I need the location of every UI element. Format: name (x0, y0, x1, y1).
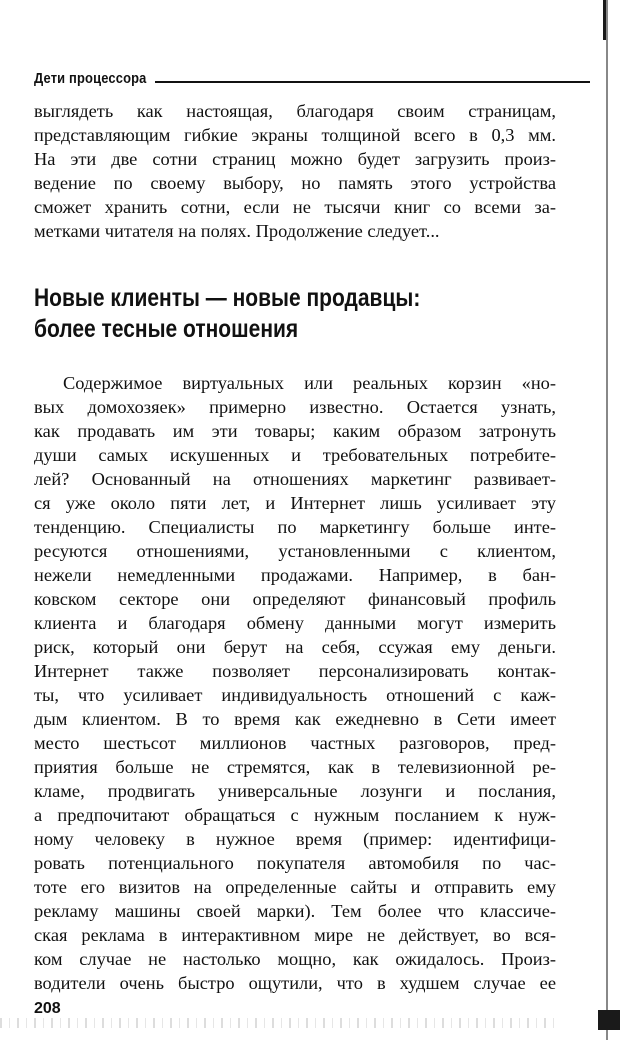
text-line: рекламу машины своей марки). Тем более что классиче- (34, 901, 556, 921)
text-line: ская реклама в интерактивном мире не действует, во вся- (34, 925, 556, 945)
text-line: вых домохозяек» примерно известно. Остается узнать, (34, 397, 556, 417)
running-head-title: Дети процессора (34, 70, 147, 87)
text-line: лей? Основанный на отношениях маркетинг развивает- (34, 469, 556, 489)
text-line: Содержимое виртуальных или реальных корзин «но- (63, 373, 556, 393)
text-line: дым клиентом. В то время как ежедневно в Сети имеет (34, 709, 556, 729)
text-line: клиента и благодаря обмену данными могут измерить (34, 613, 556, 633)
text-line: ковском секторе они определяют финансовый профиль (34, 589, 556, 609)
binding-edge-line (606, 0, 608, 1040)
text-line: ком случае не настолько мощно, как ожидалось. Произ- (34, 949, 556, 969)
binding-edge-bottom (598, 1010, 620, 1030)
text-line: ся уже около пяти лет, и Интернет лишь усиливает эту (34, 493, 556, 513)
text-line: сможет хранить сотни, если не тысячи книг со всеми за- (34, 197, 556, 217)
text-line: ному человеку в нужное время (пример: идентифици- (34, 829, 556, 849)
text-line: На эти две сотни страниц можно будет загрузить произ- (34, 149, 556, 169)
text-line: приятия больше не стремятся, как в телевизионной ре- (34, 757, 556, 777)
text-line: ведение по своему выбору, но память этого устройства (34, 173, 556, 193)
text-line: ресуются отношениями, установленными с клиентом, (34, 541, 556, 561)
section-heading-line: более тесные отношения (34, 315, 299, 343)
text-line: а предпочитают обращаться с нужным посланием к нуж- (34, 805, 556, 825)
text-line: риск, который они берут на себя, ссужая ему деньги. (34, 637, 556, 657)
text-line: Интернет также позволяет персонализировать контак- (34, 661, 556, 681)
text-line: тенденцию. Специалисты по маркетингу больше инте- (34, 517, 556, 537)
section-heading-line: Новые клиенты — новые продавцы: (34, 284, 421, 312)
text-line: нежели немедленными продажами. Например, в бан- (34, 565, 556, 585)
text-line: души самых искушенных и требовательных потребите- (34, 445, 556, 465)
text-line: выглядеть как настоящая, благодаря своим страницам, (34, 101, 556, 121)
text-line: представляющим гибкие экраны толщиной всего в 0,3 мм. (34, 125, 556, 145)
text-line: водители очень быстро ощутили, что в худшем случае ее (34, 973, 556, 993)
scan-noise (0, 1018, 560, 1028)
running-head-rule (155, 81, 590, 83)
page-number: 208 (34, 1000, 61, 1017)
running-head (34, 62, 590, 86)
text-line: как продавать им эти товары; каким образом затронуть (34, 421, 556, 441)
text-line: ты, что усиливает индивидуальность отношений с каж- (34, 685, 556, 705)
text-line: место шестьсот миллионов частных разговоров, пред- (34, 733, 556, 753)
text-line: ровать потенциального покупателя автомобиля по час- (34, 853, 556, 873)
text-line: тоте его визитов на определенные сайты и отправить ему (34, 877, 556, 897)
text-line: метками читателя на полях. Продолжение следует... (34, 221, 440, 241)
text-line: кламе, продвигать универсальные лозунги и послания, (34, 781, 556, 801)
